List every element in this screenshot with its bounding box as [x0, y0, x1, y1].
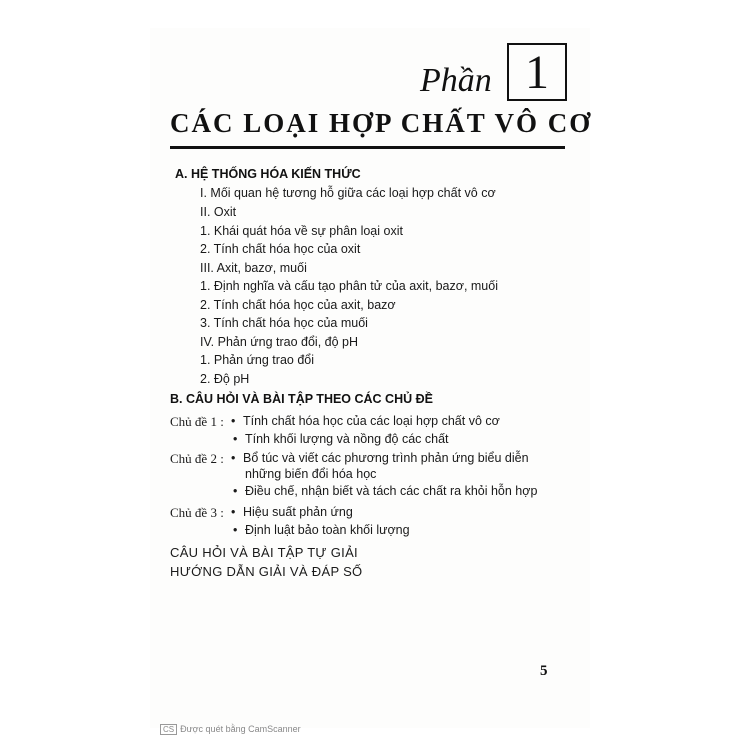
camscanner-logo: CS — [160, 724, 177, 735]
toc-item: I. Mối quan hệ tương hỗ giữa các loại hợp chất vô cơ — [200, 186, 496, 200]
topic-item: • Bổ túc và viết các phương trình phản ứng biểu diễn — [231, 451, 529, 465]
toc-item: 2. Độ pH — [200, 372, 250, 386]
bullet-icon: • — [231, 451, 236, 465]
toc-item: 1. Phản ứng trao đổi — [200, 353, 315, 367]
bullet-icon: • — [231, 414, 236, 428]
topic-item: • Tính khối lượng và nồng độ các chất — [233, 432, 449, 446]
topic-item: • Hiệu suất phản ứng — [231, 505, 353, 519]
part-number-box — [507, 43, 567, 101]
bullet-icon: • — [231, 505, 236, 519]
toc-item: II. Oxit — [200, 205, 237, 219]
topic-item-continuation: những biến đổi hóa học — [245, 467, 377, 481]
self-practice-heading: CÂU HỎI VÀ BÀI TẬP TỰ GIẢI — [170, 545, 358, 560]
page-number: 5 — [540, 663, 548, 679]
bullet-icon: • — [233, 523, 238, 537]
toc-item: 1. Khái quát hóa về sự phân loại oxit — [200, 224, 403, 238]
topic-item: • Điều chế, nhận biết và tách các chất ra khỏi hỗn hợp — [233, 484, 538, 498]
section-b-heading: B. CÂU HỎI VÀ BÀI TẬP THEO CÁC CHỦ ĐỀ — [170, 392, 433, 406]
toc-item: 2. Tính chất hóa học của oxit — [200, 242, 361, 256]
toc-item: III. Axit, bazơ, muối — [200, 261, 307, 275]
bullet-icon: • — [233, 432, 238, 446]
toc-item: 2. Tính chất hóa học của axit, bazơ — [200, 298, 396, 312]
topic-3-label: Chủ đề 3 : — [170, 505, 224, 520]
toc-item: 1. Định nghĩa và cấu tạo phân tử của axit, bazơ, muối — [200, 279, 498, 293]
topic-item: • Định luật bảo toàn khối lượng — [233, 523, 410, 537]
scanner-watermark: CS Được quét bằng CamScanner — [160, 724, 301, 735]
section-a-heading: A. HỆ THỐNG HÓA KIẾN THỨC — [175, 167, 361, 181]
topic-2-label: Chủ đề 2 : — [170, 451, 224, 466]
part-number: 1 — [525, 45, 549, 99]
topic-1-label: Chủ đề 1 : — [170, 414, 224, 429]
bullet-icon: • — [233, 484, 238, 498]
toc-item: IV. Phản ứng trao đổi, độ pH — [200, 335, 359, 349]
toc-item: 3. Tính chất hóa học của muối — [200, 316, 368, 330]
title-underline — [170, 146, 565, 149]
solutions-heading: HƯỚNG DẪN GIẢI VÀ ĐÁP SỐ — [170, 564, 363, 579]
topic-item: • Tính chất hóa học của các loại hợp chất vô cơ — [231, 414, 500, 428]
part-word: Phần — [420, 62, 492, 99]
chapter-title: CÁC LOẠI HỢP CHẤT VÔ CƠ — [170, 108, 593, 138]
